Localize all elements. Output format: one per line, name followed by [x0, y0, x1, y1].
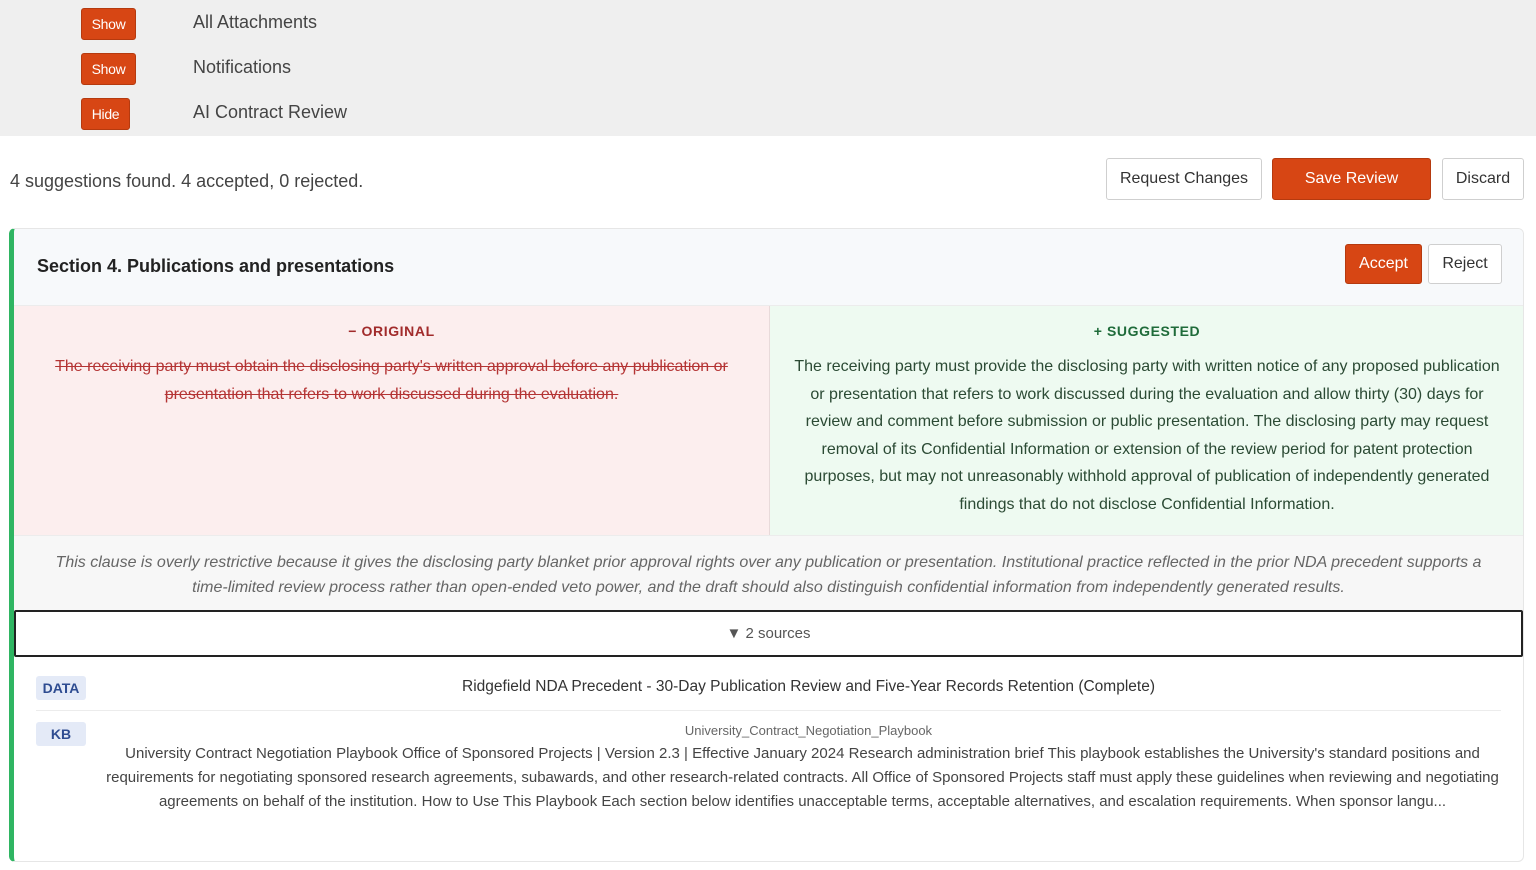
hide-ai-review-button[interactable]: Hide: [81, 98, 130, 130]
suggestion-title: Section 4. Publications and presentations: [37, 256, 395, 276]
original-panel: [14, 306, 770, 535]
request-changes-button[interactable]: Request Changes: [1106, 158, 1262, 200]
reject-button[interactable]: Reject: [1428, 244, 1502, 284]
show-notifications-button[interactable]: Show: [81, 53, 136, 85]
suggested-panel: [770, 306, 1524, 535]
source-item-kb: [14, 711, 1523, 861]
notifications-label: Notifications: [193, 57, 292, 77]
review-summary: 4 suggestions found. 4 accepted, 0 rejected.: [10, 171, 364, 191]
toggle-row-notifications: [0, 50, 600, 90]
source-filename: University_Contract_Negotiation_Playbook: [684, 723, 933, 738]
source-type-badge: DATA: [36, 676, 86, 700]
sources-toggle-button[interactable]: ▼ 2 sources: [14, 610, 1523, 657]
suggested-text: The receiving party must provide the disclosing party with written notice of any proposed publication or presentation that refers to work discussed during the evaluation and allow thirty (30) days for review and comment before submission or public presentation. The disclosing party may request removal of its Confidential Information or extension of the review period for patent protection purposes, but may not unreasonably withhold approval of publication of independently generated findings that do not disclose Confidential Information.: [794, 358, 1500, 513]
suggestion-header: [14, 229, 1523, 306]
save-review-button[interactable]: Save Review: [1272, 158, 1431, 200]
original-heading: − ORIGINAL: [348, 323, 435, 339]
original-text: The receiving party must obtain the disclosing party's written approval before any publication or presentation that refers to work discussed during the evaluation.: [55, 358, 728, 403]
show-attachments-button[interactable]: Show: [81, 8, 136, 40]
suggested-heading: + SUGGESTED: [1093, 323, 1201, 339]
source-item-data: [14, 657, 1523, 711]
ai-review-label: AI Contract Review: [193, 102, 348, 122]
visibility-toggles-panel: [0, 0, 1536, 136]
suggestion-rationale: This clause is overly restrictive because it gives the disclosing party blanket prior approval rights over any publication or presentation. Institutional practice reflected in the prior NDA precedent supports a time-limited review process rather than open-ended veto power, and the draft should also distinguish confidential information from independently generated results.: [14, 535, 1523, 610]
toggle-row-attachments: [0, 5, 600, 45]
suggestion-card: [9, 228, 1524, 862]
source-type-badge: KB: [36, 722, 86, 746]
discard-button[interactable]: Discard: [1442, 158, 1524, 200]
source-excerpt: University Contract Negotiation Playbook Office of Sponsored Projects | Version 2.3 | Effective January 2024 Research administration brief This playbook establishes the University's standard positions and requirements for negotiating sponsored research agreements, subawards, and other research-related contracts. All Office of Sponsored Projects staff must apply these guidelines when reviewing and negotiating agreements on behalf of the institution. How to Use This Playbook Each section below identifies unacceptable terms, acceptable alternatives, and escalation requirements. When sponsor langu...: [106, 745, 1499, 810]
toggle-row-ai-review: [0, 95, 600, 135]
source-title: Ridgefield NDA Precedent - 30-Day Publication Review and Five-Year Records Retention (Complete): [462, 678, 1155, 695]
accept-button[interactable]: Accept: [1345, 244, 1422, 284]
attachments-label: All Attachments: [193, 12, 318, 32]
